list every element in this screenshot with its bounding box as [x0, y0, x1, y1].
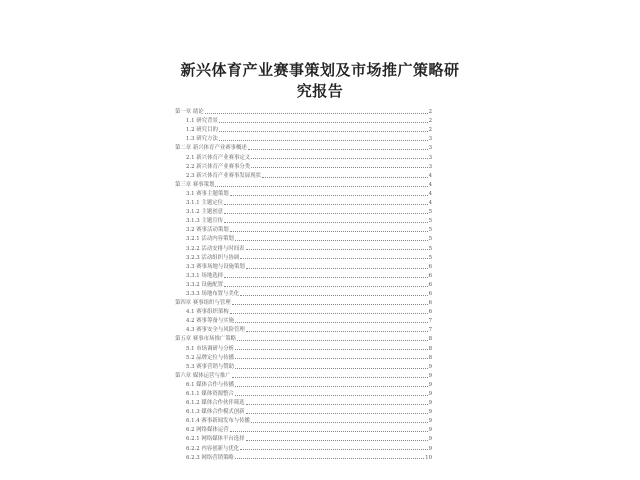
toc-section-entry[interactable] [175, 406, 432, 415]
toc-entry-label: 5.3 赛事营销与赞助 [186, 363, 235, 370]
toc-page-number: 6 [428, 263, 432, 270]
toc-dot-leader [224, 213, 428, 214]
toc-dot-leader [219, 131, 428, 132]
toc-page-number: 3 [428, 154, 432, 161]
toc-dot-leader [230, 431, 428, 432]
toc-entry-label: 1.3 研究方法 [186, 136, 218, 143]
toc-page-number: 9 [428, 372, 432, 379]
toc-dot-leader [235, 395, 428, 396]
toc-dot-leader [235, 458, 424, 459]
toc-chapter-entry[interactable] [175, 370, 432, 379]
toc-entry-label: 6.1.4 赛事新闻发布与传播 [186, 418, 250, 425]
toc-dot-leader [224, 286, 428, 287]
toc-entry-label: 4.2 赛事筹备与实施 [186, 318, 235, 325]
toc-section-entry[interactable] [175, 188, 432, 197]
toc-dot-leader [224, 222, 428, 223]
toc-page-number: 4 [428, 190, 432, 197]
toc-dot-leader [248, 149, 428, 150]
toc-section-entry[interactable] [175, 252, 432, 261]
toc-section-entry[interactable] [175, 442, 432, 451]
toc-entry-label: 3.3.1 场地选择 [186, 272, 223, 279]
toc-entry-label: 6.2.3 网络营销策略 [186, 454, 234, 461]
toc-chapter-entry[interactable] [175, 297, 432, 306]
toc-page-number: 9 [428, 400, 432, 407]
toc-page-number: 10 [425, 454, 432, 461]
toc-chapter-entry[interactable] [175, 179, 432, 188]
toc-dot-leader [246, 413, 428, 414]
toc-page-number: 9 [428, 409, 432, 416]
toc-section-entry[interactable] [175, 288, 432, 297]
toc-entry-label: 1.1 研究背景 [186, 118, 218, 125]
toc-entry-label: 3.2.1 活动内容策划 [186, 236, 234, 243]
toc-dot-leader [240, 295, 427, 296]
toc-page-number: 3 [428, 136, 432, 143]
toc-section-entry[interactable] [175, 415, 432, 424]
toc-page-number: 5 [428, 227, 432, 234]
toc-page-number: 7 [428, 318, 432, 325]
toc-dot-leader [246, 331, 428, 332]
toc-entry-label: 1.2 研究目的 [186, 127, 218, 134]
toc-dot-leader [232, 377, 428, 378]
toc-section-entry[interactable] [175, 170, 432, 179]
toc-page-number: 9 [428, 391, 432, 397]
toc-entry-label: 6.2.2 内容创新与优化 [186, 445, 240, 452]
toc-dot-leader [215, 186, 427, 187]
toc-dot-leader [232, 304, 428, 305]
toc-entry-label: 3.3.2 设施配置 [186, 281, 223, 288]
toc-dot-leader [240, 449, 427, 450]
toc-dot-leader [230, 313, 428, 314]
toc-entry-label: 3.2.3 活动组织与协调 [186, 254, 240, 261]
toc-page-number: 2 [428, 127, 432, 134]
toc-dot-leader [251, 422, 428, 423]
toc-dot-leader [235, 368, 428, 369]
toc-entry-label: 第六章 媒体运营与推广 [175, 372, 231, 379]
title-line-1: 新兴体育产业赛事策划及市场推广策略研 [180, 61, 460, 79]
toc-page-number: 4 [428, 181, 432, 188]
toc-page-number: 9 [428, 363, 432, 370]
toc-dot-leader [246, 440, 428, 441]
toc-page-number: 9 [428, 445, 432, 452]
toc-entry-label: 6.1.2 媒体合作伙伴筛选 [186, 400, 245, 407]
toc-section-entry[interactable] [175, 342, 432, 351]
toc-dot-leader [230, 231, 428, 232]
toc-section-entry[interactable] [175, 361, 432, 370]
toc-section-entry[interactable] [175, 133, 432, 142]
toc-entry-label: 4.3 赛事安全与风险管理 [186, 327, 245, 334]
toc-section-entry[interactable] [175, 115, 432, 124]
toc-entry-label: 第五章 赛事市场推广策略 [175, 336, 237, 343]
toc-section-entry[interactable] [175, 206, 432, 215]
toc-page-number: 8 [428, 336, 432, 343]
toc-dot-leader [246, 249, 428, 250]
toc-entry-label: 6.1.3 媒体合作模式创新 [186, 409, 245, 416]
toc-dot-leader [235, 240, 428, 241]
toc-chapter-entry[interactable] [175, 142, 432, 151]
toc-entry-label: 2.3 新兴体育产业赛事发展现状 [186, 172, 261, 179]
toc-dot-leader [240, 258, 427, 259]
toc-chapter-entry[interactable] [175, 333, 432, 342]
toc-page-number: 5 [428, 209, 432, 216]
toc-section-entry[interactable] [175, 424, 432, 433]
toc-section-entry[interactable] [175, 315, 432, 324]
toc-dot-leader [230, 195, 428, 196]
toc-section-entry[interactable] [175, 324, 432, 333]
toc-entry-label: 3.3 赛事场地与设施策划 [186, 263, 245, 270]
toc-section-entry[interactable] [175, 270, 432, 279]
toc-page-number: 9 [428, 427, 432, 434]
toc-entry-label: 3.3.3 场地布置与美化 [186, 290, 240, 297]
toc-page-number: 3 [428, 163, 432, 170]
toc-section-entry[interactable] [175, 352, 432, 361]
toc-page-number: 5 [428, 236, 432, 243]
toc-entry-label: 5.2 品牌定位与传播 [186, 354, 235, 361]
toc-page-number: 6 [428, 309, 432, 316]
toc-section-entry[interactable] [175, 233, 432, 242]
toc-section-entry[interactable] [175, 279, 432, 288]
toc-section-entry[interactable] [175, 124, 432, 133]
toc-page-number: 9 [428, 381, 432, 388]
toc-page-number: 3 [428, 145, 432, 152]
toc-page-number: 5 [428, 245, 432, 252]
toc-page-number: 9 [428, 418, 432, 425]
toc-dot-leader [235, 358, 428, 359]
toc-dot-leader [235, 322, 428, 323]
toc-section-entry[interactable] [175, 161, 432, 170]
toc-dot-leader [246, 268, 428, 269]
toc-entry-label: 3.1.3 主题宣传 [186, 218, 223, 225]
toc-section-entry[interactable] [175, 397, 432, 406]
toc-entry-label: 6.1.1 媒体资源整合 [186, 391, 234, 397]
toc-entry-label: 第一章 绪论 [175, 109, 204, 116]
toc-dot-leader [219, 122, 428, 123]
toc-section-entry[interactable] [175, 197, 432, 206]
toc-entry-label: 第四章 赛事组织与管理 [175, 300, 231, 307]
document-title [0, 60, 640, 102]
toc-dot-leader [235, 349, 428, 350]
toc-dot-leader [237, 340, 428, 341]
toc-page-number: 2 [428, 109, 432, 116]
toc-section-entry[interactable] [175, 224, 432, 233]
toc-entry-label: 6.2.1 网络媒体平台选择 [186, 436, 245, 443]
toc-page-number: 9 [428, 436, 432, 443]
toc-dot-leader [251, 158, 427, 159]
toc-page-number: 6 [428, 290, 432, 297]
toc-entry-label: 6.1 媒体合作与传播 [186, 381, 235, 388]
toc-entry-label: 3.2.2 活动安排与时间表 [186, 245, 245, 252]
toc-page-number: 5 [428, 218, 432, 225]
toc-section-entry[interactable] [175, 242, 432, 251]
title-line-2: 究报告 [296, 82, 344, 100]
toc-entry-label: 3.1.1 主题定位 [186, 200, 223, 207]
toc-section-entry[interactable] [175, 215, 432, 224]
toc-entry-label: 6.2 网络媒体运营 [186, 427, 229, 434]
toc-entry-label: 3.1.2 主题创意 [186, 209, 223, 216]
toc-dot-leader [219, 140, 428, 141]
toc-page-number: 4 [428, 172, 432, 179]
toc-page-number: 2 [428, 118, 432, 125]
toc-page-number: 8 [428, 345, 432, 352]
toc-dot-leader [251, 167, 427, 168]
toc-dot-leader [205, 113, 428, 114]
toc-section-entry[interactable] [175, 379, 432, 388]
toc-entry-label: 第二章 新兴体育产业赛事概述 [175, 145, 247, 152]
toc-page-number: 8 [428, 354, 432, 361]
toc-page-number: 4 [428, 200, 432, 207]
toc-dot-leader [235, 386, 428, 387]
toc-section-entry[interactable] [175, 433, 432, 442]
toc-section-entry[interactable] [175, 452, 432, 461]
toc-entry-label: 4.1 赛事组织架构 [186, 309, 229, 316]
table-of-contents [175, 106, 432, 461]
toc-page-number: 6 [428, 281, 432, 288]
toc-entry-label: 3.2 赛事活动策划 [186, 227, 229, 234]
toc-chapter-entry[interactable] [175, 106, 432, 115]
toc-page-number: 6 [428, 272, 432, 279]
toc-page-number: 5 [428, 254, 432, 261]
toc-entry-label: 2.1 新兴体育产业赛事定义 [186, 154, 251, 161]
toc-dot-leader [224, 277, 428, 278]
toc-entry-label: 5.1 市场调研与分析 [186, 345, 235, 352]
toc-page-number: 7 [428, 327, 432, 334]
toc-entry-label: 3.1 赛事主题策划 [186, 190, 229, 197]
toc-page-number: 6 [428, 300, 432, 307]
toc-entry-label: 2.2 新兴体育产业赛事分类 [186, 163, 251, 170]
toc-dot-leader [246, 404, 428, 405]
toc-section-entry[interactable] [175, 151, 432, 160]
toc-section-entry[interactable] [175, 261, 432, 270]
toc-section-entry[interactable] [175, 306, 432, 315]
toc-dot-leader [262, 177, 428, 178]
toc-section-entry[interactable] [175, 388, 432, 397]
toc-entry-label: 第三章 赛事策划 [175, 181, 215, 188]
toc-dot-leader [224, 204, 428, 205]
